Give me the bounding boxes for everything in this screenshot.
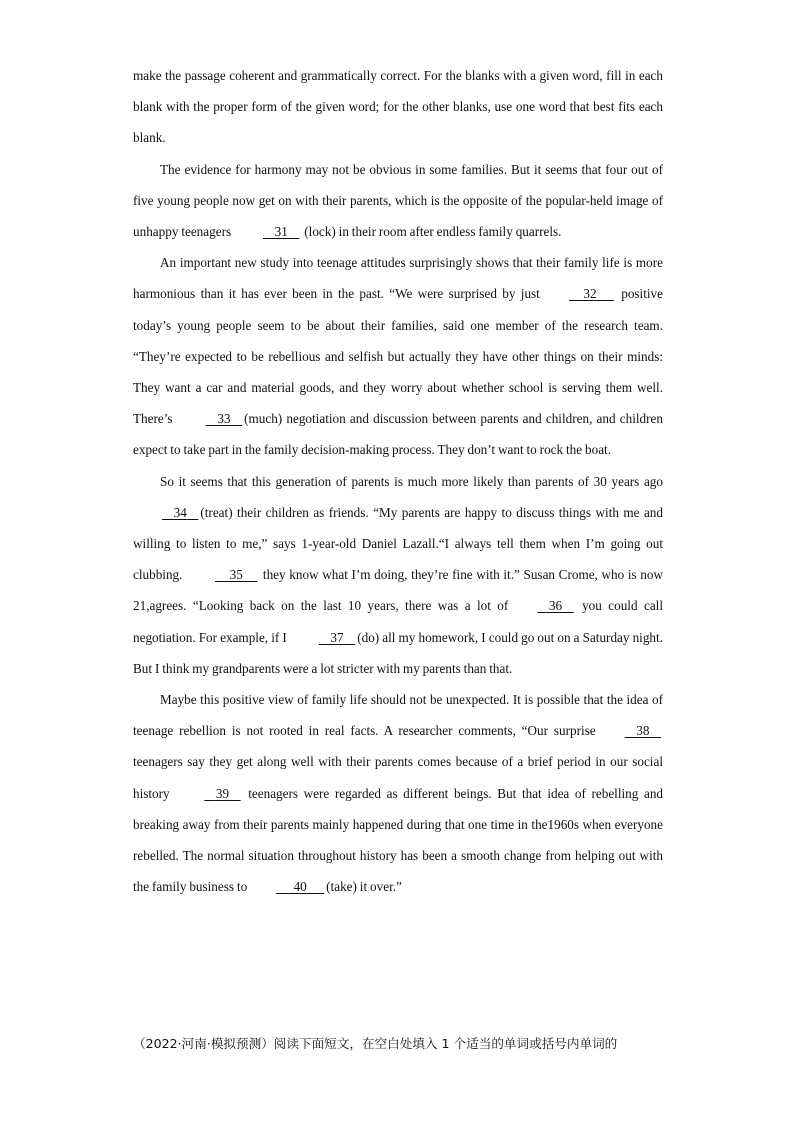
blank-37 — [290, 622, 357, 653]
text-run: (treat) their children as friends. “My parents are happy to discuss things with me and willing to listen to me,” says 1-year-old Daniel Lazall.“I always tell them when I’m going out clubbing. — [133, 504, 663, 583]
text-run: (lock) in their room after endless family quarrels. — [301, 224, 562, 240]
blank-33 — [177, 403, 244, 434]
blank-32 — [540, 278, 616, 309]
text-run: An important new study into teenage attitudes surprisingly shows that their family life is more harmonious than it has ever been in the past. “We were surprised by just — [133, 255, 663, 302]
text-run: (take) it over.” — [326, 879, 402, 895]
paragraph-4 — [133, 684, 663, 902]
paragraph-2 — [133, 247, 663, 465]
text-run: The evidence for harmony may not be obvious in some families. But it seems that four out of five young people now get on with their parents, which is the opposite of the popular-held image of unhappy teenagers — [133, 161, 663, 240]
paragraph-1 — [133, 154, 663, 248]
blank-number: 34 — [173, 504, 187, 520]
text-run: positive today’s young people seem to be about their families, said one member of the research team. “They’re expected to be rebellious and selfish but actually they have other things on their minds: They want a car and material goods, and they worry about whether school is serving them well. There’s — [133, 286, 664, 427]
blank-number: 38 — [636, 723, 650, 739]
text-run: you could call negotiation. For example, if I — [133, 598, 663, 645]
blank-38 — [596, 715, 663, 746]
instructions-continued: make the passage coherent and grammatically correct. For the blanks with a given word, fill in each blank with the proper form of the given word; for the other blanks, use one word that best fits each blank. — [133, 68, 663, 146]
blank-number: 35 — [229, 567, 243, 583]
blank-number: 37 — [330, 629, 344, 645]
blank-39 — [175, 778, 242, 809]
next-question-header: （2022·河南·模拟预测）阅读下面短文，在空白处填入 1 个适当的单词或括号内单词的 — [133, 1036, 618, 1051]
text-run: So it seems that this generation of parents is much more likely than parents of 30 years ago — [160, 473, 663, 489]
text-run: teenagers were regarded as different beings. But that idea of rebelling and breaking away from their parents mainly happened during that one time in the1960s when everyone rebelled. The normal situation throughout history has been a smooth change from helping out with the family business to — [133, 785, 664, 895]
blank-40 — [247, 871, 326, 902]
blank-36 — [508, 590, 575, 621]
blank-number: 32 — [583, 286, 597, 302]
text-run: Maybe this positive view of family life should not be unexpected. It is possible that the idea of teenage rebellion is not rooted in real facts. A researcher comments, “Our surprise — [133, 692, 663, 739]
text-run: (do) all my homework, I could go out on a Saturday night. But I think my grandparents were a lot stricter with my parents than that. — [133, 629, 663, 676]
blank-number: 39 — [215, 785, 230, 801]
paragraph-3 — [133, 466, 663, 684]
text-run: they know what I’m doing, they’re fine with it.” Susan Crome, who is now 21,agrees. “Looking back on the last 10 years, there was a lot of — [133, 567, 663, 614]
text-run: teenagers say they get along well with their parents comes because of a brief period in our social history — [133, 754, 663, 801]
blank-31 — [234, 216, 301, 247]
blank-35 — [186, 559, 259, 590]
blank-number: 36 — [548, 598, 563, 614]
blank-number: 33 — [217, 411, 231, 427]
blank-number: 31 — [274, 224, 288, 240]
text-run: (much) negotiation and discussion between parents and children, and children expect to take part in the family decision-making process. They don’t want to rock the boat. — [133, 411, 663, 458]
passage — [133, 60, 663, 902]
blank-number: 40 — [293, 879, 307, 895]
blank-34 — [133, 497, 200, 528]
